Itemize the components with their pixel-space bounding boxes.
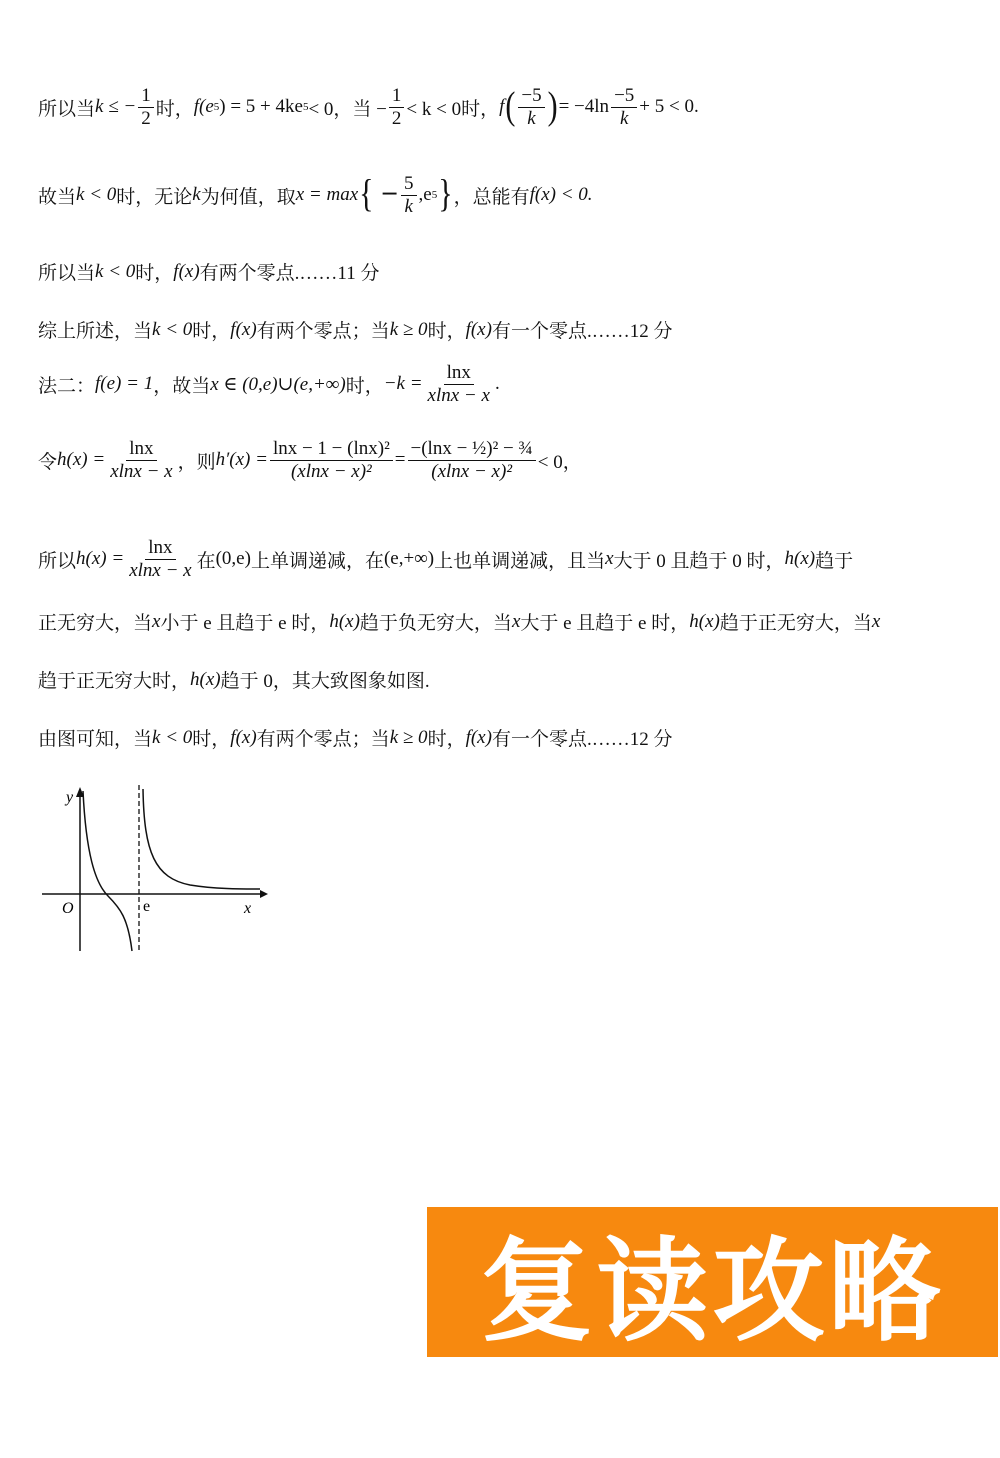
math: x [152, 610, 161, 632]
math: h(x) [689, 610, 720, 632]
denominator: xlnx − x [129, 559, 192, 581]
numerator: lnx [126, 438, 156, 461]
denominator: k [619, 107, 629, 129]
text: 大于 e 且趋于 e 时， [520, 613, 690, 634]
text: 上单调递减，在 [250, 550, 384, 572]
math: h(x) = [76, 548, 125, 570]
text: 所以当 [38, 263, 96, 284]
text: 趋于负无穷大，当 [359, 613, 512, 634]
math: f(x) [230, 726, 257, 748]
exponent: 5 [431, 189, 438, 202]
brace: } [438, 173, 453, 217]
math: (e,+∞) [383, 548, 435, 570]
text: 法二： [38, 375, 96, 397]
line-5 [38, 362, 500, 407]
y-label: y [66, 789, 74, 806]
numerator: lnx [444, 362, 474, 385]
math: f(x) [465, 318, 492, 340]
function-graph [40, 783, 270, 955]
math: x [511, 610, 521, 632]
math: (0,e) [215, 548, 251, 570]
brace: { − [359, 173, 398, 217]
math: k < 0 [95, 260, 136, 282]
line-1 [38, 85, 699, 130]
text: 大于 0 且趋于 0 时， [613, 550, 785, 572]
curve-right [143, 789, 260, 889]
numerator: −(lnx − ½)² − ¾ [408, 438, 536, 461]
numerator: 5 [401, 173, 417, 196]
fraction [611, 85, 637, 130]
fraction [107, 438, 175, 483]
fraction [270, 438, 393, 483]
math: f(x) [465, 726, 492, 748]
watermark-banner: 复读攻略 [427, 1207, 998, 1357]
math: = −4ln [558, 96, 610, 118]
math: h′(x) = [215, 449, 268, 471]
fraction [126, 537, 194, 582]
math: x ∈ (0,e)∪(e,+∞) [210, 373, 346, 395]
e-label: e [143, 898, 151, 915]
numerator: lnx − 1 − (lnx)² [270, 438, 393, 461]
origin-label: O [62, 900, 74, 917]
math: f(x) < 0. [529, 184, 593, 206]
exponent: 5 [213, 101, 220, 114]
numerator: lnx [145, 537, 175, 560]
math: h(x) [784, 548, 816, 570]
math: = [394, 449, 406, 471]
curve-left [83, 791, 132, 951]
x-axis-arrow [260, 890, 268, 898]
text: 时，无论 [116, 186, 193, 208]
text: ，则 [177, 451, 216, 473]
line-6 [38, 438, 582, 483]
math: x = max [295, 184, 359, 206]
text: ，故当 [153, 375, 211, 397]
text: 有两个零点；当 [256, 729, 390, 750]
paren: ) [547, 85, 558, 129]
denominator: (xlnx − x)² [431, 460, 513, 482]
fraction [518, 85, 544, 130]
math: k ≥ 0 [389, 318, 428, 340]
text: 趋于 [815, 550, 854, 572]
math: < 0， [537, 451, 582, 473]
math: h(x) [190, 668, 221, 690]
text: 故当 [38, 186, 77, 208]
text: < 0，当 − [308, 98, 387, 120]
denominator: k [404, 195, 413, 217]
line-2 [38, 173, 593, 218]
text: 综上所述，当 [38, 321, 153, 342]
fraction [425, 362, 493, 407]
math: ,e [418, 184, 432, 206]
text: 时， [345, 375, 384, 397]
denominator: 2 [391, 107, 402, 129]
line-7 [38, 537, 853, 582]
math: x [605, 548, 614, 570]
fraction [389, 85, 405, 130]
text: 时， [427, 321, 466, 342]
line-9 [38, 666, 430, 693]
text: 时， [427, 729, 466, 750]
math: k < 0 [76, 184, 117, 206]
text: 小于 e 且趋于 e 时， [160, 613, 330, 634]
text: 有两个零点；当 [256, 321, 390, 342]
text: ，总能有 [453, 186, 530, 208]
paren: ( [505, 85, 516, 129]
numerator: 1 [138, 85, 154, 108]
x-label: x [244, 900, 252, 917]
fraction [408, 438, 536, 483]
line-4 [38, 316, 672, 343]
math: f(e [193, 96, 214, 118]
text: 时， [192, 729, 231, 750]
math: x [871, 610, 881, 632]
denominator: xlnx − x [110, 460, 173, 482]
text: 时， [192, 321, 231, 342]
text: 正无穷大，当 [38, 613, 153, 634]
line-3 [38, 258, 379, 285]
text: 趋于 0，其大致图象如图. [220, 671, 430, 692]
fraction [401, 173, 417, 218]
denominator: k [527, 107, 536, 129]
text: 由图可知，当 [38, 729, 153, 750]
text: 所以当 [38, 98, 96, 120]
text: 有两个零点.……11 分 [199, 263, 380, 284]
numerator: 1 [389, 85, 405, 108]
numerator: −5 [611, 85, 637, 108]
math: −k = [383, 373, 423, 395]
line-8 [38, 608, 880, 635]
math: k < 0 [152, 318, 193, 340]
math: f [499, 96, 505, 118]
math: f(x) [230, 318, 257, 340]
text: 令 [38, 451, 58, 473]
math: k ≤ − [95, 96, 137, 118]
math: h(x) [329, 610, 360, 632]
text: 为何值，取 [200, 186, 296, 208]
text: 在 [196, 550, 216, 572]
denominator: 2 [141, 107, 151, 129]
math: k [192, 184, 201, 206]
line-10 [38, 724, 672, 751]
text: 时， [135, 263, 174, 284]
math: f(e) = 1 [95, 373, 154, 395]
text: < k < 0时， [406, 98, 500, 120]
numerator: −5 [518, 85, 544, 108]
text: 趋于正无穷大时， [38, 671, 191, 692]
denominator: (xlnx − x)² [290, 460, 372, 482]
math: k < 0 [152, 726, 193, 748]
math: f(x) [173, 260, 200, 282]
text: 趋于正无穷大，当 [719, 613, 872, 634]
text: 所以 [38, 550, 77, 572]
fraction [138, 85, 154, 130]
math: k ≥ 0 [389, 726, 428, 748]
math: ) = 5 + 4ke [219, 96, 303, 118]
denominator: xlnx − x [427, 384, 490, 406]
math: h(x) = [57, 449, 106, 471]
text: 有一个零点.……12 分 [491, 729, 673, 750]
text: 上也单调递减，且当 [434, 550, 606, 572]
exponent: 5 [302, 101, 309, 114]
text: 有一个零点.……12 分 [491, 321, 673, 342]
text: . [494, 373, 500, 395]
text: 时， [155, 98, 194, 120]
math: + 5 < 0. [639, 96, 699, 118]
